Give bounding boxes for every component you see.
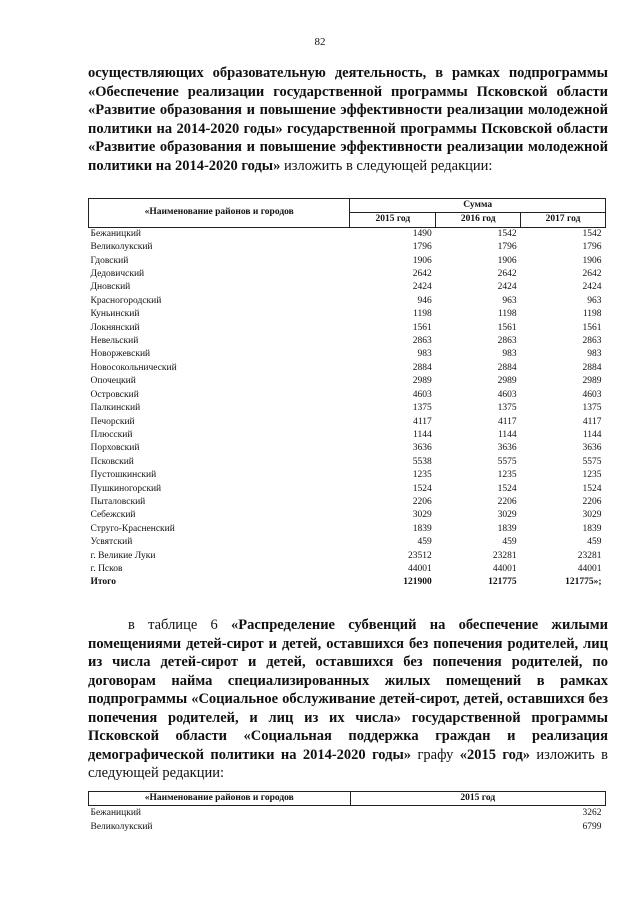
value-2016: 459 — [502, 537, 517, 548]
value-2016: 4603 — [497, 389, 517, 400]
value-2015: 3262 — [582, 808, 602, 819]
paragraph-table6-bold: «Распределение субвенций на обеспечение жилыми помещениями детей-сирот и детей, оставшихся без попечения родителей, лиц из числа детей-сирот и детей, оставшихся без попечения родителей, по договорам найма специализированных жилых помещений в рамках подпрограммы «Социальное обслуживание детей-сирот, детей, оставшихся без попечения родителей, и лиц из их числа» государственной программы Псковской области «Социальная поддержка граждан и реализация демографической политики на 2014-2020 годы» — [88, 617, 608, 763]
total-row — [89, 576, 606, 589]
table-row — [89, 806, 606, 821]
table-row — [89, 456, 606, 469]
value-2015: 946 — [417, 295, 432, 306]
value-2016: 2642 — [497, 269, 517, 280]
district-name: Новосокольнический — [90, 362, 177, 373]
subsidy-table — [88, 198, 606, 590]
district-name: Новоржевский — [90, 349, 151, 360]
value-2015: 1375 — [412, 403, 432, 414]
table-row — [89, 241, 606, 254]
district-name: Струго-Красненский — [90, 523, 175, 534]
value-2017: 1524 — [582, 483, 602, 494]
district-name: Псковский — [90, 456, 134, 467]
value-2015: 1235 — [412, 470, 432, 481]
value-2017: 2642 — [582, 269, 602, 280]
value-2017: 4117 — [582, 416, 602, 427]
value-2016: 44001 — [492, 563, 517, 574]
value-2016: 4117 — [497, 416, 517, 427]
value-2016: 1839 — [497, 523, 517, 534]
district-name: Опочецкий — [90, 376, 136, 387]
value-2015: 459 — [417, 537, 432, 548]
table-row — [89, 375, 606, 388]
table-row — [89, 255, 606, 268]
paragraph-table6-tail: изложить в следующей редакции: — [88, 746, 608, 781]
table-row — [89, 348, 606, 361]
value-2015: 2424 — [412, 282, 432, 293]
value-2015: 3029 — [412, 510, 432, 521]
value-2017: 963 — [587, 295, 602, 306]
table-row — [89, 416, 606, 429]
orphan-housing-table-body — [89, 806, 606, 835]
header-year-2015: 2015 год — [350, 213, 436, 227]
value-2016: 1235 — [497, 470, 517, 481]
table-row — [89, 550, 606, 563]
value-2016: 2206 — [497, 496, 517, 507]
value-2016: 23281 — [492, 550, 517, 561]
district-name: Плюсский — [90, 429, 133, 440]
value-2016: 1906 — [497, 255, 517, 266]
total-2015: 121900 — [403, 577, 432, 588]
district-name: Бежаницкий — [90, 228, 141, 239]
district-name: Порховский — [90, 443, 140, 454]
value-2015: 6799 — [582, 822, 602, 833]
table-row — [89, 335, 606, 348]
page-number: 82 — [314, 36, 326, 48]
table-row — [89, 563, 606, 576]
value-2017: 2424 — [582, 282, 602, 293]
value-2016: 1375 — [497, 403, 517, 414]
district-name: г. Псков — [90, 563, 123, 574]
table-row — [89, 509, 606, 522]
value-2017: 1198 — [582, 309, 602, 320]
table-row — [89, 523, 606, 536]
value-2016: 5575 — [497, 456, 517, 467]
value-2016: 3029 — [497, 510, 517, 521]
subsidy-table-body — [89, 227, 606, 589]
district-name: Куньинский — [90, 309, 140, 320]
value-2015: 2642 — [412, 269, 432, 280]
district-name: Усвятский — [90, 537, 133, 548]
table-row — [89, 496, 606, 509]
value-2017: 3029 — [582, 510, 602, 521]
value-2016: 2989 — [497, 376, 517, 387]
value-2015: 5538 — [412, 456, 432, 467]
total-label: Итого — [90, 577, 117, 588]
value-2015: 2884 — [412, 362, 432, 373]
value-2016: 1144 — [497, 429, 517, 440]
district-name: Невельский — [90, 336, 139, 347]
table-row — [89, 402, 606, 415]
value-2017: 44001 — [577, 563, 602, 574]
district-name: г. Великие Луки — [90, 550, 156, 561]
value-2017: 1561 — [582, 322, 602, 333]
table-row — [89, 429, 606, 442]
value-2017: 983 — [587, 349, 602, 360]
value-2015: 1796 — [412, 242, 432, 253]
value-2017: 2206 — [582, 496, 602, 507]
value-2015: 1198 — [413, 309, 432, 320]
value-2016: 983 — [502, 349, 517, 360]
value-2016: 963 — [502, 295, 517, 306]
value-2016: 1796 — [497, 242, 517, 253]
value-2015: 2863 — [412, 336, 432, 347]
value-2017: 23281 — [577, 550, 602, 561]
district-name: Бежаницкий — [90, 808, 141, 819]
district-name: Красногородский — [90, 295, 162, 306]
paragraph-table6-column: «2015 год» — [459, 746, 531, 763]
table-row — [89, 322, 606, 335]
table-row — [89, 268, 606, 281]
table-row — [89, 483, 606, 496]
value-2017: 1906 — [582, 255, 602, 266]
value-2015: 4603 — [412, 389, 432, 400]
value-2017: 459 — [587, 537, 602, 548]
header-year-2017: 2017 год — [521, 213, 606, 227]
value-2016: 3636 — [497, 443, 517, 454]
value-2016: 1198 — [497, 309, 517, 320]
value-2017: 5575 — [582, 456, 602, 467]
total-2016: 121775 — [488, 577, 517, 588]
value-2017: 4603 — [582, 389, 602, 400]
district-name: Пустошкинский — [90, 470, 157, 481]
table-row — [89, 362, 606, 375]
value-2017: 1542 — [582, 228, 602, 239]
value-2016: 1561 — [497, 322, 517, 333]
paragraph-table6-lead: в таблице 6 — [128, 617, 232, 633]
value-2016: 1542 — [497, 228, 517, 239]
header-district-name-2: «Наименование районов и городов — [89, 792, 351, 806]
value-2015: 2989 — [412, 376, 432, 387]
value-2017: 2989 — [582, 376, 602, 387]
district-name: Дновский — [90, 282, 131, 293]
value-2015: 4117 — [413, 416, 432, 427]
paragraph-table6 — [88, 616, 608, 783]
value-2015: 3636 — [412, 443, 432, 454]
district-name: Великолукский — [90, 242, 153, 253]
table-row — [89, 281, 606, 294]
paragraph-intro-bold: осуществляющих образовательную деятельность, в рамках подпрограммы «Обеспечение реализации государственной программы Псковской области «Развитие образования и повышение эффективности реализации молодежной политики на 2014-2020 годы» государственной программы Псковской области «Развитие образования и повышение эффективности реализации молодежной политики на 2014-2020 годы» — [88, 65, 608, 174]
header-year-2015-2: 2015 год — [350, 792, 605, 806]
value-2016: 2884 — [497, 362, 517, 373]
paragraph-intro-tail: изложить в следующей редакции: — [280, 157, 493, 174]
value-2017: 1839 — [582, 523, 602, 534]
value-2017: 1144 — [582, 429, 602, 440]
table-row — [89, 227, 606, 241]
value-2015: 983 — [417, 349, 432, 360]
value-2017: 1235 — [582, 470, 602, 481]
value-2015: 44001 — [408, 563, 432, 574]
value-2015: 1144 — [413, 429, 432, 440]
value-2015: 1524 — [412, 483, 432, 494]
district-name: Пыталовский — [90, 496, 146, 507]
header-district-name: «Наименование районов и городов — [89, 199, 350, 228]
value-2015: 1490 — [412, 228, 432, 239]
value-2015: 1561 — [412, 322, 432, 333]
value-2016: 2863 — [497, 336, 517, 347]
header-year-2016: 2016 год — [436, 213, 521, 227]
paragraph-table6-mid: графу — [411, 746, 460, 763]
district-name: Палкинский — [90, 403, 141, 414]
value-2017: 3636 — [582, 443, 602, 454]
table-row — [89, 295, 606, 308]
value-2017: 2863 — [582, 336, 602, 347]
value-2016: 2424 — [497, 282, 517, 293]
district-name: Гдовский — [90, 255, 129, 266]
district-name: Великолукский — [90, 822, 153, 833]
district-name: Локнянский — [90, 322, 140, 333]
value-2017: 1375 — [582, 403, 602, 414]
value-2017: 2884 — [582, 362, 602, 373]
district-name: Себежский — [90, 510, 136, 521]
value-2015: 2206 — [412, 496, 432, 507]
table-row — [89, 308, 606, 321]
value-2017: 1796 — [582, 242, 602, 253]
orphan-housing-table — [88, 791, 606, 834]
total-2017: 121775»; — [565, 577, 602, 588]
value-2015: 23512 — [408, 550, 432, 561]
table-row — [89, 536, 606, 549]
table-row — [89, 442, 606, 455]
value-2015: 1906 — [412, 255, 432, 266]
value-2015: 1839 — [412, 523, 432, 534]
district-name: Островский — [90, 389, 139, 400]
table-row — [89, 389, 606, 402]
value-2016: 1524 — [497, 483, 517, 494]
district-name: Печорский — [90, 416, 135, 427]
header-sum: Сумма — [350, 199, 606, 213]
paragraph-intro — [88, 64, 608, 175]
table-row — [89, 469, 606, 482]
district-name: Пушкиногорский — [90, 483, 162, 494]
district-name: Дедовичский — [90, 269, 145, 280]
table-row — [89, 820, 606, 834]
